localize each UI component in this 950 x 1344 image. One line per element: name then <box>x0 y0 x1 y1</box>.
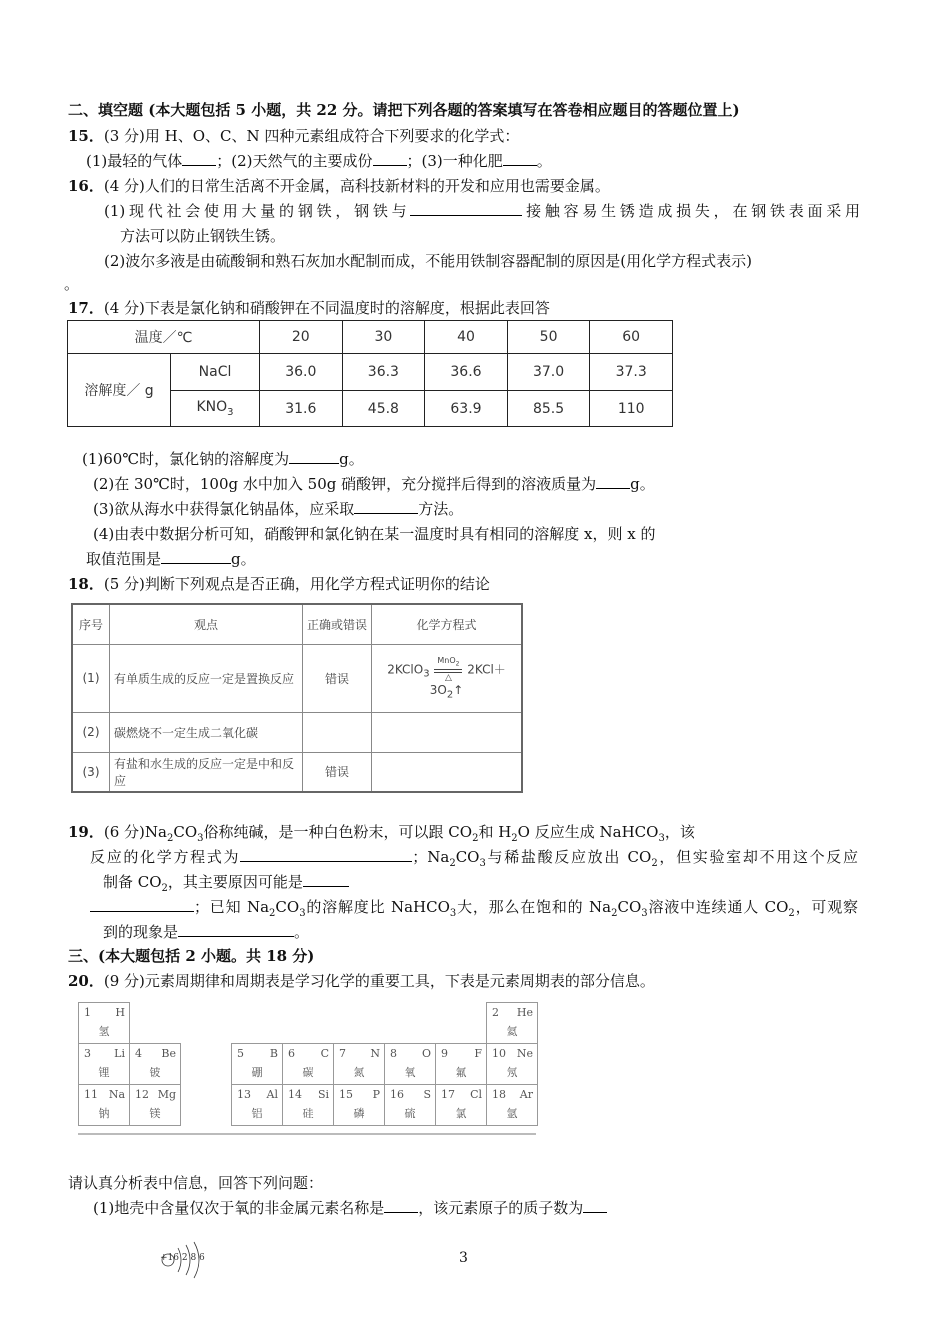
answer-blank[interactable] <box>583 1198 607 1213</box>
periodic-table <box>78 1002 538 1126</box>
row-view: 碳燃烧不一定生成二氧化碳 <box>110 712 303 752</box>
element-cell-N: 7 N 氮 <box>334 1044 385 1085</box>
q16-part1-cont: 方法可以防止钢铁生锈。 <box>120 227 286 245</box>
reaction-condition: MnO$_2$ △ <box>434 656 462 684</box>
equation-cell: 2KClO$_3$ MnO$_2$ △ $2KCl+3O_2↑$ <box>372 644 523 712</box>
q19-line2: 反应的化学方程式为 ；$Na_2CO_3$与稀盐酸反应放出 $CO_2$，但实验室却不用这个反应 <box>90 848 858 869</box>
header-no: 序号 <box>72 604 110 644</box>
q17-stem: 17．(4 分)下表是氯化钠和硝酸钾在不同温度时的溶解度，根据此表回答 <box>68 299 550 317</box>
element-cell-S: 16 S 硫 <box>385 1085 436 1126</box>
kno3-value: 31.6 <box>260 391 343 427</box>
element-cell-P: 15 P 磷 <box>334 1085 385 1126</box>
header-equation: 化学方程式 <box>372 604 523 644</box>
q17-part4: (4)由表中数据分析可知，硝酸钾和氯化钠在某一温度时具有相同的溶解度 x，则 x 的 <box>93 525 656 543</box>
answer-blank[interactable] <box>178 922 294 937</box>
kno3-label: $KNO_3$ <box>171 391 260 427</box>
answer-blank[interactable] <box>161 549 231 564</box>
q16-stem: 16．(4 分)人们的日常生活离不开金属，高科技新材料的开发和应用也需要金属。 <box>68 177 610 195</box>
element-cell-Si: 14 Si 硅 <box>283 1085 334 1126</box>
element-cell-C: 6 C 碳 <box>283 1044 334 1085</box>
element-cell-Be: 4 Be 铍 <box>130 1044 181 1085</box>
element-cell-Cl: 17 Cl 氯 <box>436 1085 487 1126</box>
answer-blank[interactable] <box>596 474 630 489</box>
row-label-solubility: 溶解度／ g <box>68 354 171 427</box>
element-cell-F: 9 F 氟 <box>436 1044 487 1085</box>
q17-part4-cont: 取值范围是 g。 <box>86 550 256 568</box>
nacl-value: 37.3 <box>590 354 673 391</box>
q16-part2: (2)波尔多液是由硫酸铜和熟石灰加水配制而成，不能用铁制容器配制的原因是(用化学方程式表示) <box>104 252 752 270</box>
nacl-value: 36.0 <box>260 354 343 391</box>
row-view: 有盐和水生成的反应一定是中和反应 <box>110 752 303 792</box>
row-no: (2) <box>72 712 110 752</box>
answer-blank[interactable] <box>354 499 418 514</box>
section-3-title: 三、(本大题包括 2 小题。共 18 分) <box>68 947 315 965</box>
row-view: 有单质生成的反应一定是置换反应 <box>110 644 303 712</box>
row-judge[interactable] <box>303 712 372 752</box>
nacl-label: NaCl <box>171 354 260 391</box>
kno3-value: 45.8 <box>342 391 425 427</box>
q19-line3: 制备 $CO_2$，其主要原因可能是 <box>103 872 349 899</box>
row-judge: 错误 <box>303 644 372 712</box>
kno3-value: 85.5 <box>507 391 590 427</box>
q17-part2: (2)在 30℃时，100g 水中加入 50g 硝酸钾，充分搅拌后得到的溶液质量为 g。 <box>93 475 655 493</box>
element-cell-Mg: 12 Mg 镁 <box>130 1085 181 1126</box>
answer-blank[interactable] <box>503 151 537 166</box>
q17-part1: (1)60℃时，氯化钠的溶解度为 g。 <box>82 450 364 468</box>
judgement-table <box>71 603 523 793</box>
header-view: 观点 <box>110 604 303 644</box>
element-cell-O: 8 O 氧 <box>385 1044 436 1085</box>
page-number: 3 <box>459 1250 468 1266</box>
element-cell-He: 2 He 氦 <box>487 1003 538 1044</box>
kno3-value: 110 <box>590 391 673 427</box>
element-cell-Ne: 10 Ne 氖 <box>487 1044 538 1085</box>
temp-cell: 60 <box>590 321 673 354</box>
nacl-value: 36.3 <box>342 354 425 391</box>
temp-cell: 20 <box>260 321 343 354</box>
solubility-table <box>67 320 673 427</box>
answer-blank[interactable] <box>182 151 216 166</box>
element-cell-Ar: 18 Ar 氩 <box>487 1085 538 1126</box>
q18-stem: 18．(5 分)判断下列观点是否正确，用化学方程式证明你的结论 <box>68 575 490 593</box>
element-cell-B: 5 B 硼 <box>232 1044 283 1085</box>
nacl-value: 37.0 <box>507 354 590 391</box>
q20-prompt: 请认真分析表中信息，回答下列问题： <box>68 1174 324 1192</box>
answer-blank[interactable] <box>303 872 349 887</box>
temp-cell: 40 <box>425 321 508 354</box>
q16-part1: (1)现代社会使用大量的钢铁，钢铁与 接触容易生锈造成损失，在钢铁表面采用 <box>104 202 860 220</box>
answer-blank[interactable] <box>289 449 339 464</box>
answer-blank[interactable] <box>373 151 407 166</box>
q19-line1: 19．(6 分)$Na_2CO_3$俗称纯碱，是一种白色粉末，可以跟 $CO_2$和 $H_2O$ 反应生成 NaHCO$_3$，该 <box>68 823 695 844</box>
answer-blank[interactable] <box>240 847 412 862</box>
q15-stem: 15．(3 分)用 H、O、C、N 四种元素组成符合下列要求的化学式： <box>68 127 520 145</box>
element-cell-Al: 13 Al 铝 <box>232 1085 283 1126</box>
header-judge: 正确或错误 <box>303 604 372 644</box>
q20-part1: (1)地壳中含量仅次于氧的非金属元素名称是 ，该元素原子的质子数为 <box>93 1198 607 1218</box>
element-cell-Na: 11 Na 钠 <box>79 1085 130 1126</box>
kno3-value: 63.9 <box>425 391 508 427</box>
q15-parts: (1)最轻的气体 ；(2)天然气的主要成份 ；(3)一种化肥 。 <box>86 152 552 170</box>
answer-blank[interactable] <box>410 201 522 216</box>
section-2-title: 二、填空题 (本大题包括 5 小题，共 22 分。请把下列各题的答案填写在答卷相应题目的答题位置上) <box>68 101 740 119</box>
atom-structure-diagram <box>158 1240 218 1280</box>
table-header-temp: 温度／℃ <box>68 321 260 354</box>
q16-part2-end: 。 <box>64 275 80 293</box>
element-cell-Li: 3 Li 锂 <box>79 1044 130 1085</box>
atom-diagram-label: +16 2 8 6 <box>160 1253 205 1263</box>
row-no: (3) <box>72 752 110 792</box>
answer-blank[interactable] <box>384 1198 418 1213</box>
temp-cell: 50 <box>507 321 590 354</box>
element-cell-H: 1 H 氢 <box>79 1003 130 1044</box>
table-shadow-line <box>78 1133 536 1135</box>
temp-cell: 30 <box>342 321 425 354</box>
q19-line5: 到的现象是 。 <box>103 923 310 941</box>
equation-cell[interactable] <box>372 712 523 752</box>
nacl-value: 36.6 <box>425 354 508 391</box>
q17-part3: (3)欲从海水中获得氯化钠晶体，应采取 方法。 <box>93 500 464 518</box>
row-judge: 错误 <box>303 752 372 792</box>
q19-line4: ；已知 $Na_2CO_3$的溶解度比 NaHCO$_3$大，那么在饱和的 $Na_2CO_3$溶液中连续通人 $CO_2$，可观察 <box>90 897 858 924</box>
q20-stem: 20．(9 分)元素周期律和周期表是学习化学的重要工具，下表是元素周期表的部分信息。 <box>68 972 655 990</box>
row-no: (1) <box>72 644 110 712</box>
answer-blank[interactable] <box>90 897 194 912</box>
equation-cell[interactable] <box>372 752 523 792</box>
